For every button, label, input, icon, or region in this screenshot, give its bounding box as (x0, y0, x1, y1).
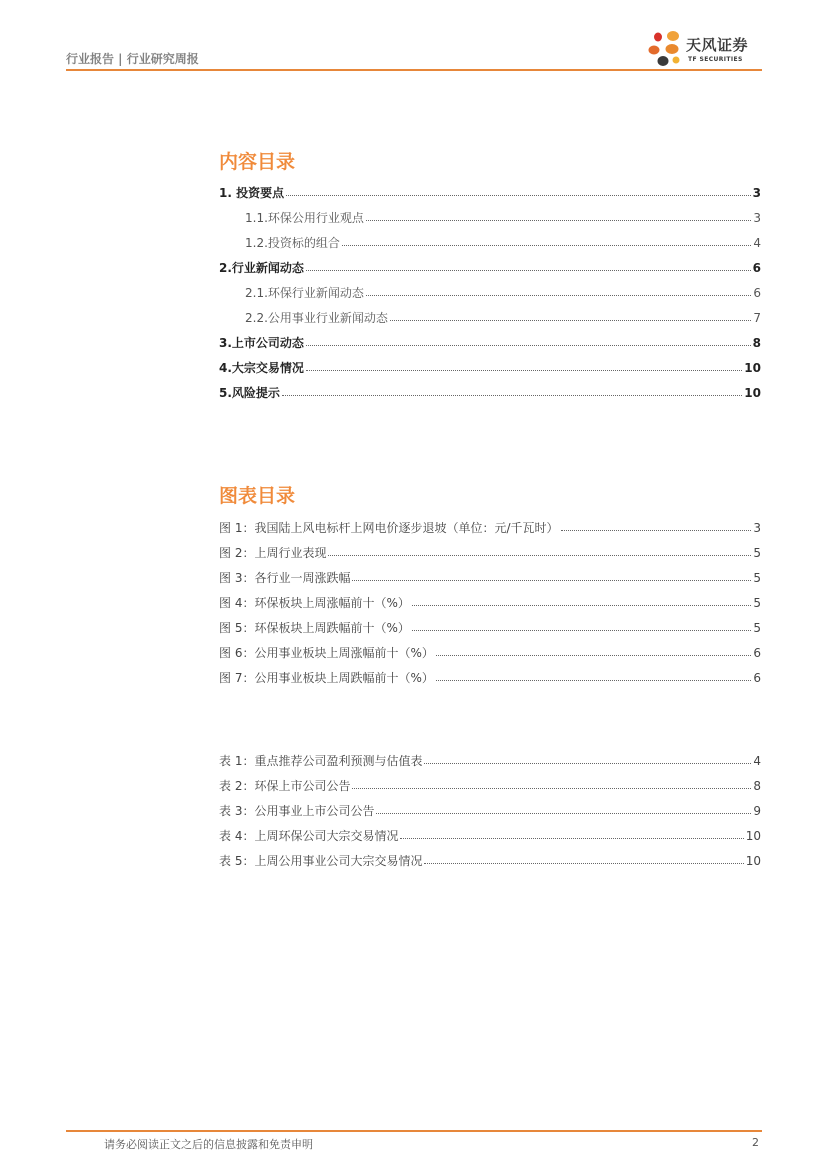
toc-entry-label: 1. 投资要点 (219, 186, 285, 200)
dot-leader (376, 813, 751, 814)
toc-entry-page: 7 (753, 311, 761, 325)
toc-entry[interactable] (219, 535, 761, 560)
toc-entry-page: 6 (752, 261, 761, 275)
dot-leader (424, 863, 743, 864)
logo-name: 天风证券 (686, 36, 749, 54)
toc-entry[interactable] (219, 560, 761, 585)
toc-entry-page: 5 (753, 546, 761, 560)
toc-entry[interactable] (219, 250, 761, 275)
toc-entry-page: 6 (753, 286, 761, 300)
toc-entry-page: 8 (753, 779, 761, 793)
toc-entry-page: 5 (753, 571, 761, 585)
page-number: 2 (752, 1136, 759, 1149)
breadcrumb: 行业报告 | 行业研究周报 (66, 52, 199, 66)
toc-entry-label: 4.大宗交易情况 (219, 361, 304, 375)
dot-leader (366, 220, 751, 221)
dot-leader (561, 530, 752, 531)
toc-entry[interactable] (219, 635, 761, 660)
toc-entry-page: 10 (744, 386, 761, 400)
toc-entry-label: 2.行业新闻动态 (219, 261, 304, 275)
toc-entry-label: 表 4：上周环保公司大宗交易情况 (219, 829, 399, 843)
toc-entry-page: 5 (753, 596, 761, 610)
toc-entry[interactable] (219, 793, 761, 818)
toc-entry-page: 4 (753, 236, 761, 250)
toc-entry-label: 2.1.环保行业新闻动态 (245, 286, 364, 300)
toc-entry-page: 6 (753, 671, 761, 685)
contents-list (219, 175, 761, 400)
dot-leader (352, 580, 751, 581)
toc-entry-page: 10 (745, 854, 761, 868)
toc-entry-page: 3 (753, 211, 761, 225)
toc-entry-label: 图 5：环保板块上周跌幅前十（%） (219, 621, 410, 635)
toc-entry-label: 5.风险提示 (219, 386, 280, 400)
logo-subtitle: TF SECURITIES (688, 56, 743, 63)
figures-list (219, 510, 761, 685)
footer-disclaimer: 请务必阅读正文之后的信息披露和免责申明 (104, 1138, 313, 1151)
toc-entry-page: 10 (744, 361, 761, 375)
dot-leader (436, 655, 752, 656)
toc-entry-label: 1.1.环保公用行业观点 (245, 211, 364, 225)
toc-entry[interactable] (219, 660, 761, 685)
toc-entry-page: 8 (752, 336, 761, 350)
dot-leader (352, 788, 751, 789)
toc-entry-page: 3 (753, 521, 761, 535)
tables-list (219, 743, 761, 868)
toc-entry[interactable] (219, 743, 761, 768)
toc-entry[interactable] (219, 610, 761, 635)
dot-leader (366, 295, 751, 296)
toc-entry[interactable] (219, 175, 761, 200)
toc-entry-page: 4 (753, 754, 761, 768)
toc-entry-page: 10 (745, 829, 761, 843)
toc-entry[interactable] (219, 275, 761, 300)
dot-leader (286, 195, 751, 196)
toc-entry[interactable] (219, 225, 761, 250)
toc-entry-label: 表 3：公用事业上市公司公告 (219, 804, 375, 818)
toc-entry[interactable] (219, 585, 761, 610)
toc-entry[interactable] (219, 510, 761, 535)
dot-leader (436, 680, 752, 681)
toc-entry-label: 1.2.投资标的组合 (245, 236, 340, 250)
toc-entry[interactable] (219, 375, 761, 400)
toc-entry-page: 5 (753, 621, 761, 635)
toc-entry[interactable] (219, 768, 761, 793)
toc-entry-label: 2.2.公用事业行业新闻动态 (245, 311, 388, 325)
toc-entry-page: 3 (752, 186, 761, 200)
toc-entry-label: 3.上市公司动态 (219, 336, 304, 350)
company-logo (648, 28, 764, 70)
toc-entry-page: 6 (753, 646, 761, 660)
toc-entry-label: 表 2：环保上市公司公告 (219, 779, 351, 793)
dot-leader (412, 630, 752, 631)
toc-entry-page: 9 (753, 804, 761, 818)
dot-leader (282, 395, 742, 396)
toc-entry-label: 图 7：公用事业板块上周跌幅前十（%） (219, 671, 434, 685)
dot-leader (400, 838, 743, 839)
dot-leader (412, 605, 752, 606)
dot-leader (306, 270, 751, 271)
toc-entry[interactable] (219, 325, 761, 350)
toc-entry[interactable] (219, 300, 761, 325)
contents-title: 内容目录 (219, 151, 296, 173)
header-divider (66, 69, 762, 71)
toc-entry-label: 图 1：我国陆上风电标杆上网电价逐步退坡（单位：元/千瓦时） (219, 521, 559, 535)
dot-leader (390, 320, 751, 321)
footer-divider (66, 1130, 762, 1132)
toc-entry-label: 图 4：环保板块上周涨幅前十（%） (219, 596, 410, 610)
toc-entry[interactable] (219, 200, 761, 225)
toc-entry-label: 表 5：上周公用事业公司大宗交易情况 (219, 854, 423, 868)
dot-leader (306, 345, 751, 346)
logo-icon (648, 28, 686, 70)
toc-entry-label: 图 3：各行业一周涨跌幅 (219, 571, 351, 585)
dot-leader (424, 763, 751, 764)
toc-entry-label: 图 2：上周行业表现 (219, 546, 327, 560)
toc-entry-label: 表 1：重点推荐公司盈利预测与估值表 (219, 754, 423, 768)
toc-entry[interactable] (219, 818, 761, 843)
dot-leader (306, 370, 742, 371)
toc-entry[interactable] (219, 843, 761, 868)
dot-leader (328, 555, 751, 556)
figures-title: 图表目录 (219, 485, 296, 507)
dot-leader (342, 245, 751, 246)
toc-entry-label: 图 6：公用事业板块上周涨幅前十（%） (219, 646, 434, 660)
toc-entry[interactable] (219, 350, 761, 375)
